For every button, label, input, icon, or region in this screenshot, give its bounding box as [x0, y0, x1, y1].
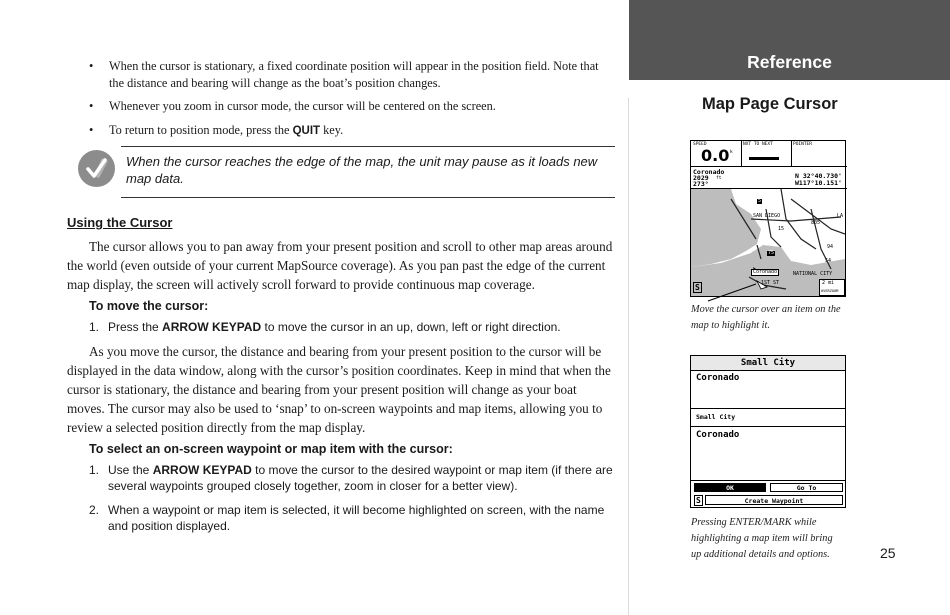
paragraph	[67, 237, 617, 294]
paragraph-line: map display, the screen will actively scroll forward to provide continuous map coverage.	[67, 277, 535, 292]
bullet-list	[89, 58, 617, 139]
distance-value: 2029	[693, 174, 709, 182]
note-text-box	[121, 146, 615, 198]
bearing-value: 273°	[693, 180, 709, 188]
location-name: Coronado	[693, 168, 725, 176]
next-label: NXT TO NEXT	[743, 142, 773, 147]
note-callout	[67, 146, 617, 200]
overzoom-label: OVERZOOM	[821, 289, 839, 293]
section-banner	[629, 0, 950, 80]
note-text: When the cursor reaches the edge of the map, the unit may pause as it loads new	[126, 154, 598, 169]
step-text: to move the cursor to the desired waypoint or map item (if there are	[251, 463, 613, 477]
map-label-national-city: NATIONAL CITY	[793, 271, 833, 277]
procedure-heading: To move the cursor:	[89, 299, 209, 313]
detail-name-field	[691, 371, 845, 409]
section-title: Using the Cursor	[67, 215, 173, 230]
road-shield-805: 805	[811, 220, 821, 226]
step-text: several waypoints grouped closely together, zoom in closer for a better view).	[108, 479, 518, 493]
caption-line: highlighting a map item will bring	[691, 533, 833, 544]
distance-unit: ft	[716, 176, 722, 181]
map-label-first-st: 1ST ST	[761, 280, 780, 286]
road-shield-15: 15	[778, 226, 785, 232]
caption-line: Move the cursor over an item on the	[691, 304, 841, 315]
paragraph-line: the cursor is stationary, the distance and bearing from your present position will change as your boat	[67, 363, 611, 397]
step-text: When a waypoint or map item is selected, it will become highlighted on screen, with the name	[108, 503, 605, 517]
create-waypoint-button[interactable]: Create Waypoint	[705, 495, 843, 505]
detail-title-bar	[691, 356, 845, 371]
map-label-la: LA	[837, 213, 844, 219]
detail-type-field	[691, 409, 845, 427]
scale-value: 2	[822, 280, 826, 286]
speed-unit: k	[730, 150, 733, 155]
road-shield-94: 94	[827, 244, 834, 250]
speed-label: SPEED	[693, 142, 707, 147]
bullet-text: When the cursor is stationary, a fixed coordinate position will appear in the position field. Note that	[109, 59, 599, 73]
map-label-coronado: Coronado	[753, 269, 778, 275]
step-item	[89, 462, 617, 494]
paragraph-line: moves. The cursor may also be used to ‘snap’ to on-screen waypoints and map items, allowing you to	[67, 401, 603, 416]
bullet-item	[89, 58, 617, 91]
bullet-item	[89, 98, 617, 115]
paragraph-line: the world (even outside of your current MapSource coverage). As you pan past the edge of the current	[67, 258, 606, 273]
field-divider	[741, 141, 742, 167]
data-window	[691, 141, 847, 167]
scale-unit: mi	[828, 280, 835, 286]
bullet-dot: •	[89, 122, 94, 137]
go-to-button[interactable]: Go To	[770, 483, 843, 492]
s-icon: S	[696, 496, 701, 505]
caption-detail	[691, 515, 833, 563]
map-page-screenshot	[690, 140, 846, 297]
caption-line: Pressing ENTER/MARK while	[691, 517, 817, 528]
detail-type: Small City	[696, 413, 736, 421]
step-item	[89, 319, 617, 335]
course-bar	[749, 157, 779, 160]
step-number: 2.	[89, 503, 100, 517]
bullet-text: Whenever you zoom in cursor mode, the cursor will be centered on the screen.	[109, 99, 496, 113]
paragraph-line: As you move the cursor, the distance and bearing from your present position to the cursor will be	[89, 344, 602, 359]
caption-map	[691, 302, 841, 334]
caption-line: map to highlight it.	[691, 320, 770, 331]
detail-location: Coronado	[696, 430, 740, 440]
key-name: QUIT	[292, 124, 321, 137]
road-shield-54: 54	[825, 258, 832, 264]
road-shield-5: 5	[758, 198, 762, 204]
road-shield-75: 75	[768, 250, 775, 256]
bullet-text: key.	[320, 122, 344, 137]
s-icon: S	[695, 283, 700, 292]
key-name: ARROW KEYPAD	[162, 320, 262, 334]
paragraph-line: displayed in the data window, along with the cursor’s position coordinates. Keep in mind that when	[67, 363, 595, 378]
speed-value: 0.0	[701, 146, 730, 165]
step-text: and position displayed.	[108, 519, 231, 533]
field-divider	[791, 141, 792, 167]
bullet-item	[89, 122, 617, 140]
latitude: N 32°40.730'	[795, 172, 842, 180]
step-text: to move the cursor in an up, down, left or right direction.	[261, 320, 561, 334]
map-item-detail-screenshot	[690, 355, 846, 508]
ok-button[interactable]: OK	[694, 483, 766, 492]
bullet-text: the distance and bearing will change as the boat’s position changes.	[109, 75, 441, 90]
bullet-dot: •	[89, 59, 94, 73]
note-text: map data.	[126, 171, 184, 186]
column-divider	[628, 98, 629, 615]
scale-box	[819, 279, 845, 296]
detail-location-field	[691, 427, 845, 481]
pointer-label: POINTER	[793, 142, 812, 147]
bullet-text: To return to position mode, press the	[109, 122, 293, 137]
step-number: 1.	[89, 463, 100, 477]
longitude: W117°10.151'	[795, 179, 842, 187]
bullet-dot: •	[89, 99, 94, 113]
step-item	[89, 502, 617, 534]
step-list	[89, 319, 617, 335]
step-list	[89, 462, 617, 534]
sidebar-title: Map Page Cursor	[702, 95, 838, 113]
paragraph-line: The cursor allows you to pan away from your present position and scroll to other map areas around	[89, 239, 613, 254]
paragraph-line: review a selected position directly from the map display.	[67, 420, 366, 435]
map-label-san-diego: SAN DIEGO	[753, 213, 781, 219]
step-text: Press the	[108, 320, 163, 334]
main-content	[67, 58, 617, 542]
banner-title: Reference	[747, 52, 832, 72]
detail-title: Small City	[740, 358, 796, 368]
detail-name: Coronado	[696, 373, 740, 383]
step-number: 1.	[89, 320, 100, 334]
procedure-heading: To select an on-screen waypoint or map item with the cursor:	[89, 442, 453, 456]
position-window	[691, 167, 847, 189]
key-name: ARROW KEYPAD	[152, 463, 252, 477]
paragraph	[67, 342, 617, 437]
caption-line: up additional details and options.	[691, 549, 830, 560]
checkmark-note-icon	[78, 150, 115, 187]
page-number: 25	[880, 545, 896, 561]
step-text: Use the	[108, 463, 153, 477]
